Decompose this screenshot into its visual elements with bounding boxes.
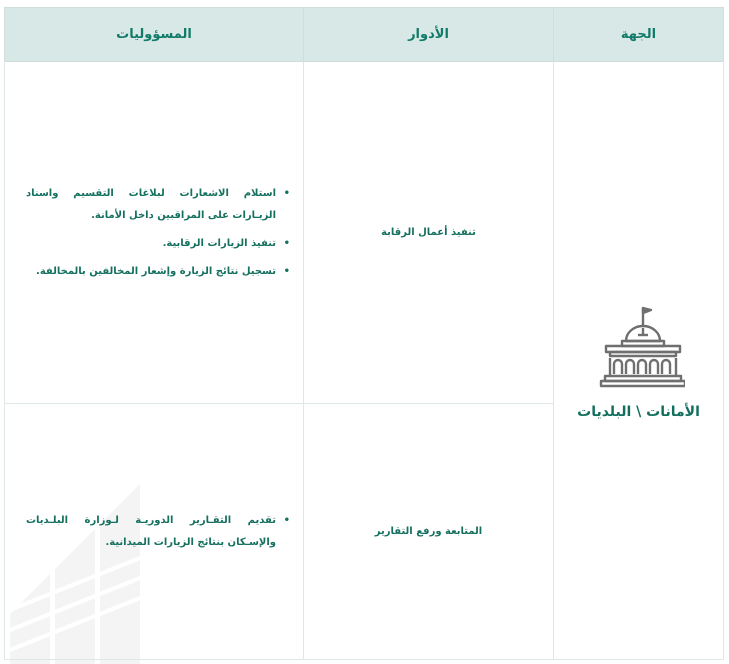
header-responsibilities: المسؤوليات <box>5 8 304 62</box>
header-entity: الجهة <box>554 8 724 62</box>
bullet-icon: • <box>283 514 290 526</box>
bullet-icon: • <box>283 265 290 277</box>
table-header-row <box>5 8 724 62</box>
entity-cell <box>554 62 724 660</box>
list-item: • استلام الاشعارات لبلاغات التقسيم واسناد الزيـارات على المراقبين داخل الأمانة. <box>26 183 290 227</box>
list-item: • تسجيل نتائج الزيارة وإشعار المخالفين بالمخالفة. <box>26 261 290 283</box>
responsibilities-cell <box>5 62 304 404</box>
responsibilities-cell <box>5 404 304 660</box>
table-row <box>5 62 724 404</box>
role-cell: تنفيذ أعمال الرقابة <box>304 62 554 404</box>
responsibilities-list <box>6 183 302 283</box>
entity-label: الأمانات \ البلديات <box>577 403 700 420</box>
list-item: • تنفيذ الزيارات الرقابية. <box>26 233 290 255</box>
bullet-icon: • <box>283 187 290 199</box>
list-item: • تقديم التقـارير الدوريـة لـوزارة البلـديات والإسـكان بنتائج الزيارات الميدانية. <box>26 510 290 554</box>
role-cell: المتابعة ورفع التقارير <box>304 404 554 660</box>
municipality-building-icon <box>593 302 685 394</box>
roles-table <box>4 7 724 660</box>
responsibilities-list <box>6 510 302 554</box>
bullet-icon: • <box>283 237 290 249</box>
header-roles: الأدوار <box>304 8 554 62</box>
